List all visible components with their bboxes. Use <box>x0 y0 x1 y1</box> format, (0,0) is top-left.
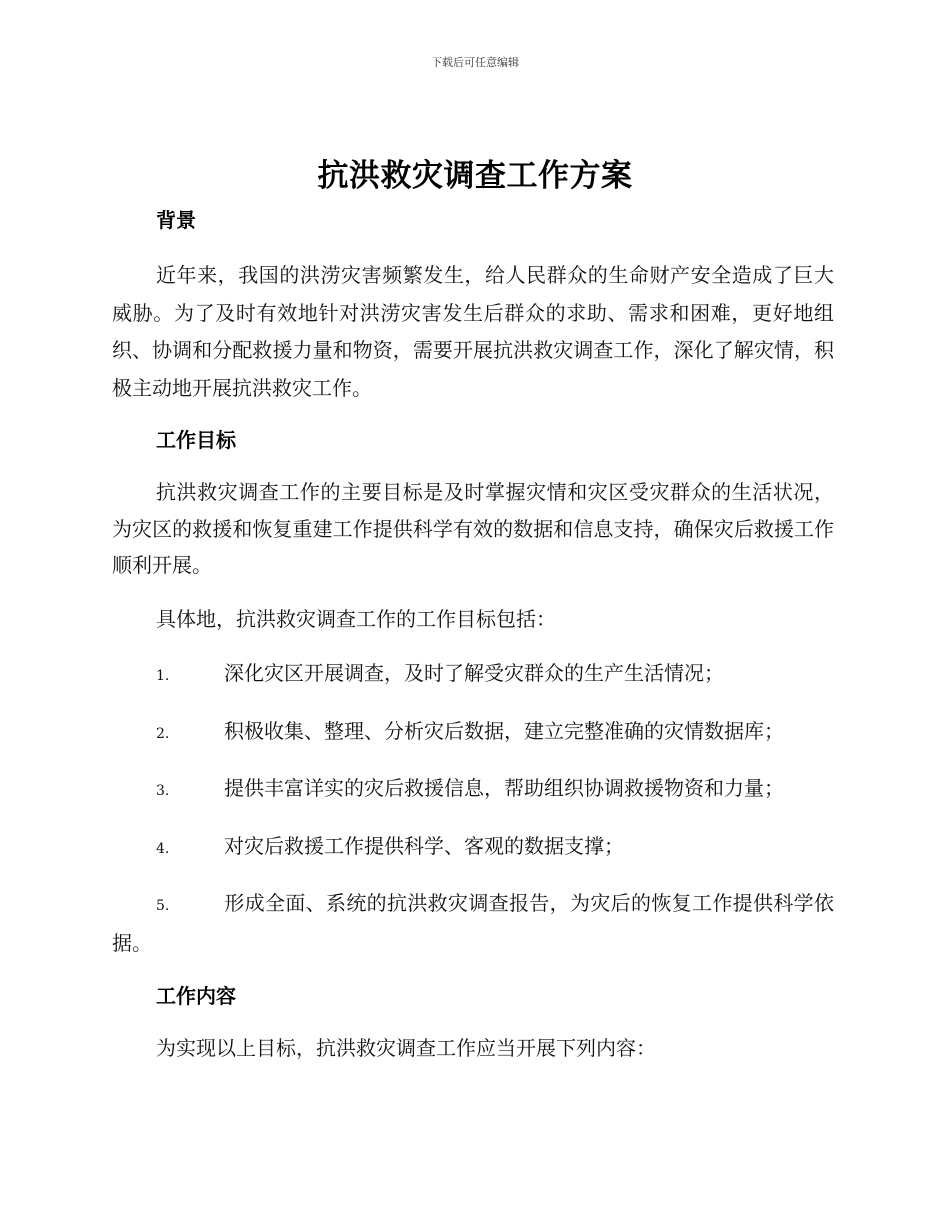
goal-item-3 <box>112 770 834 810</box>
goal-item-5 <box>112 885 834 961</box>
background-paragraph: 近年来，我国的洪涝灾害频繁发生，给人民群众的生命财产安全造成了巨大威胁。为了及时有效地针对洪涝灾害发生后群众的求助、需求和困难，更好地组织、协调和分配救援力量和物资，需要开展抗洪救灾调查工作，深化了解灾情，积极主动地开展抗洪救灾工作。 <box>112 263 834 400</box>
goal-item-number: 2. <box>156 725 170 742</box>
goals-intro: 具体地，抗洪救灾调查工作的工作目标包括： <box>156 606 556 631</box>
goal-item-text: 深化灾区开展调查，及时了解受灾群众的生产生活情况； <box>224 661 724 685</box>
goals-paragraph: 抗洪救灾调查工作的主要目标是及时掌握灾情和灾区受灾群众的生活状况，为灾区的救援和恢复重建工作提供科学有效的数据和信息支持，确保灾后救援工作顺利开展。 <box>112 480 834 577</box>
section-heading-background: 背景 <box>156 208 196 232</box>
document-body <box>112 202 834 1067</box>
goal-item-text: 对灾后救援工作提供科学、客观的数据支撑； <box>224 833 624 858</box>
goal-item-number: 5. <box>156 898 170 914</box>
header-note: 下载后可任意编辑 <box>431 56 519 69</box>
goal-item-text: 积极收集、整理、分析灾后数据，建立完整准确的灾情数据库； <box>224 718 784 743</box>
document-title: 抗洪救灾调查工作方案 <box>317 158 633 194</box>
section-heading-content: 工作内容 <box>156 984 236 1008</box>
goal-item-text: 形成全面、系统的抗洪救灾调查报告，为灾后的恢复工作提供科学依据。 <box>112 891 834 955</box>
goal-item-2 <box>112 713 834 753</box>
goal-item-text: 提供丰富详实的灾后救援信息，帮助组织协调救援物资和力量； <box>224 776 784 800</box>
content-paragraph: 为实现以上目标，抗洪救灾调查工作应当开展下列内容： <box>156 1036 656 1060</box>
goal-item-4 <box>112 828 834 868</box>
goal-item-1 <box>112 655 834 695</box>
goal-item-number: 4. <box>156 840 170 857</box>
section-heading-goals: 工作目标 <box>156 428 236 452</box>
goal-item-number: 1. <box>156 668 170 684</box>
goal-item-number: 3. <box>156 783 170 799</box>
